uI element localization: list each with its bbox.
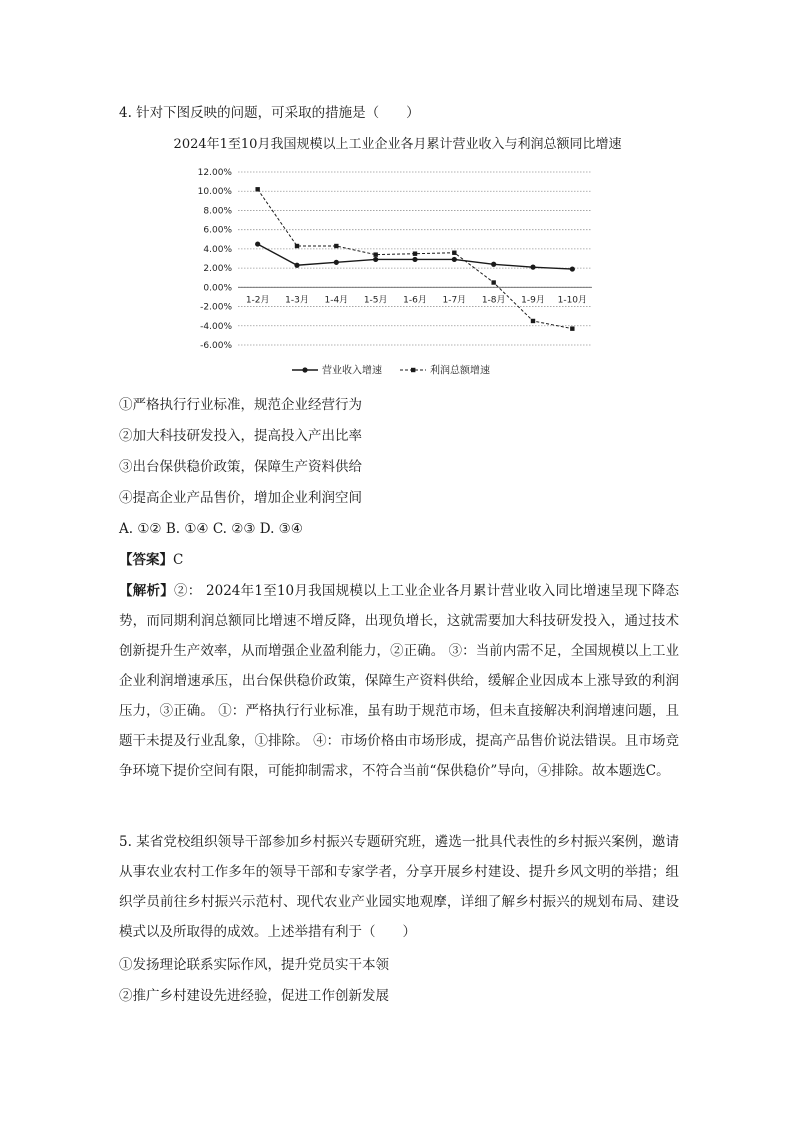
chart-svg [180,160,610,385]
y-tick-label: 0.00% [203,283,232,294]
profit-data-point [255,187,259,191]
profit-data-point [491,280,495,284]
question-5-stem: 5. 某省党校组织领导干部参加乡村振兴专题研究班，遴选一批具代表性的乡村振兴案例，邀请从事农业农村工作多年的领导干部和专家学者，分享开展乡村建设、提升乡风文明的举措；组织学员前往乡村振兴示范村、现代农业产业园实地观摩，详细了解乡村振兴的规划布局、建设模式以及所取得的成效。上述举措有利于（ ） [119,834,679,940]
y-tick-label: -6.00% [200,341,232,351]
x-tick-label: 1-3月 [285,295,309,306]
profit-data-point [373,252,377,256]
x-tick-label: 1-9月 [521,295,545,306]
revenue-data-point [294,263,299,268]
revenue-growth-line [258,244,573,269]
analysis-text: ②： 2024年1至10月我国规模以上工业企业各月累计营业收入同比增速呈现下降态势，而同期利润总额同比增速不增反降，出现负增长，这就需要加大科技研发投入，通过技术创新提升生产效率，从而增强企业盈利能力，②正确。 ③：当前内需不足，全国规模以上工业企业利润增速承压，出台保供稳价政策，保障生产资料供给，缓解企业因成本上涨导致的利润压力，③正确。 ①：严格执行行业标准，虽有助于规范市场，但未直接解决利润增速问题，且题干未提及行业乱象，①排除。 ④：市场价格由市场形成，提高产品售价说法错误。且市场竞争环境下提价空间有限，可能抑制需求，不符合当前“保供稳价”导向，④排除。故本题选C。 [119,583,679,779]
legend-profit-label: 利润总额增速 [430,365,490,377]
revenue-data-point [530,265,535,270]
answer-value: C [173,552,184,568]
revenue-data-point [452,257,457,262]
x-tick-label: 1-2月 [245,295,270,306]
revenue-data-point [570,266,575,271]
revenue-data-point [373,257,378,262]
profit-data-point [452,251,456,255]
legend-revenue-marker [302,367,307,372]
revenue-data-point [491,262,496,267]
y-tick-label: -4.00% [200,321,232,332]
x-tick-label: 1-8月 [481,295,506,306]
q4-choices: A. ①② B. ①④ C. ②③ D. ③④ [119,521,303,537]
profit-data-point [413,251,417,255]
revenue-data-point [255,241,260,246]
y-tick-label: 2.00% [203,264,232,275]
q5-option-2: ②推广乡村建设先进经验，促进工作创新发展 [119,988,389,1004]
q5-option-1: ①发扬理论联系实际作风，提升党员实干本领 [119,957,389,973]
profit-data-point [295,244,299,248]
q4-option-1: ①严格执行行业标准，规范企业经营行为 [119,397,362,413]
question-4-stem: 4. 针对下图反映的问题，可采取的措施是（ ） [119,105,420,121]
revenue-data-point [334,260,339,265]
x-tick-label: 1-7月 [442,295,467,306]
x-tick-label: 1-4月 [324,295,349,306]
revenue-data-point [412,257,417,262]
q4-option-3: ③出台保供稳价政策，保障生产资料供给 [119,459,362,475]
legend-profit-marker [411,368,415,372]
y-tick-label: 4.00% [203,244,232,255]
legend-revenue-label: 营业收入增速 [322,365,382,377]
line-chart [180,160,610,385]
chart-title: 2024年1至10月我国规模以上工业企业各月累计营业收入与利润总额同比增速 [173,137,622,152]
x-tick-label: 1-10月 [557,295,588,306]
analysis-paragraph [119,576,679,786]
x-tick-label: 1-6月 [403,295,427,306]
q4-option-4: ④提高企业产品售价，增加企业利润空间 [119,490,362,506]
answer-line [119,550,183,570]
q4-option-2: ②加大科技研发投入，提高投入产出比率 [119,428,362,444]
y-tick-label: -2.00% [200,302,232,313]
x-tick-label: 1-5月 [363,295,388,306]
y-tick-label: 12.00% [197,168,232,178]
y-tick-label: 6.00% [203,225,232,236]
profit-data-point [570,326,574,330]
analysis-label: 【解析】 [119,583,174,599]
profit-data-point [531,319,535,323]
answer-label: 【答案】 [119,552,173,568]
profit-data-point [334,244,338,248]
y-tick-label: 8.00% [203,206,232,217]
y-tick-label: 10.00% [197,187,232,198]
